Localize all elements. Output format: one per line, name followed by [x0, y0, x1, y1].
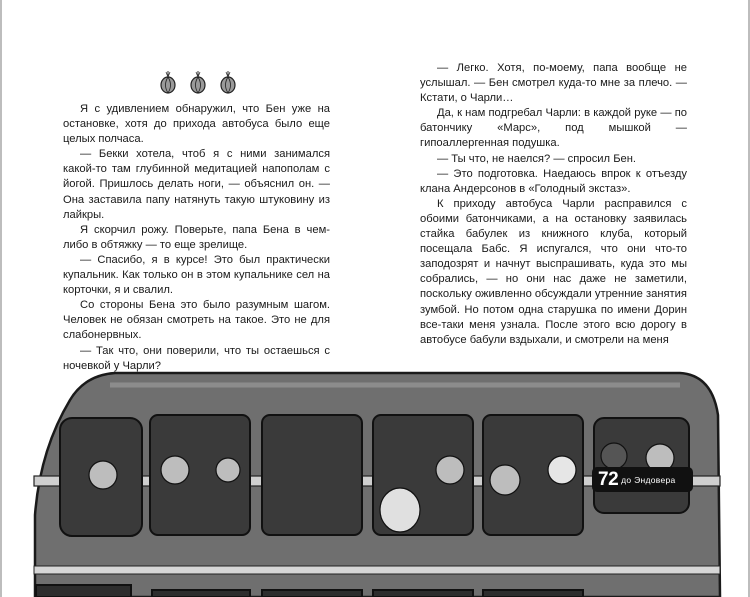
route-sign — [592, 467, 693, 492]
onion-icon — [158, 69, 178, 95]
paragraph: Я скорчил рожу. Поверьте, папа Бена в чем-либо в обтяжку — то еще зрелище. — [63, 223, 330, 251]
paragraph: Со стороны Бена это было разумным шагом. Человек не обязан смотреть на такое. Это не для слабонервных. — [63, 299, 330, 342]
route-destination: до Эндовера — [621, 474, 676, 485]
right-text-column — [420, 61, 687, 348]
paragraph: — Бекки хотела, чтоб я с ними занимался какой-то там глубинной медитацией напополам с йогой. Пришлось делать ноги, — объяснил он. — Она заставила папу натянуть такую штуковину из лайкры. — [63, 148, 330, 221]
paragraph: — Спасибо, я в курсе! Это был практически купальник. Как только он в этом купальнике сел на корточки, я и свалил. — [63, 253, 330, 297]
section-break-ornament — [158, 69, 238, 95]
onion-icon — [218, 69, 238, 95]
left-text-column — [63, 102, 330, 374]
paragraph: — Легко. Хотя, по-моему, папа вообще не услышал. — Бен смотрел куда-то мне за плечо. — Кстати, о Чарли… — [420, 62, 687, 105]
paragraph: — Это подготовка. Наедаюсь впрок к отъезду клана Андерсонов в «Голодный экстаз». — [420, 167, 687, 195]
paragraph: — Ты что, не наелся? — спросил Бен. — [437, 152, 637, 165]
paragraph: К приходу автобуса Чарли расправился с обоими батончиками, а на остановку заявилась стайка бабулек из книжного клуба, который посещала Бабс. Я испугался, что они что-то заподозрят и начнут выспрашивать, куда это мы собрались, — но они нас даже не заметили, поскольку оживленно обсуждали утренние занятия зумбой. Но потом одна старушка по имени Дорин все-таки меня узнала. После этого всю дорогу в автобусе бабули вздыхали, и смотрели на меня — [420, 197, 687, 346]
paragraph: Да, к нам подгребал Чарли: в каждой руке — по батончику «Марс», под мышкой — гипоаллергенная подушка. — [420, 107, 687, 150]
paragraph: — Так что, они поверили, что ты остаешься с ночевкой у Чарли? — [63, 344, 330, 372]
paragraph: Я с удивлением обнаружил, что Бен уже на остановке, хотя до прихода автобуса было еще целых полчаса. — [63, 103, 330, 146]
route-number: 72 — [598, 468, 619, 490]
onion-icon — [188, 69, 208, 95]
